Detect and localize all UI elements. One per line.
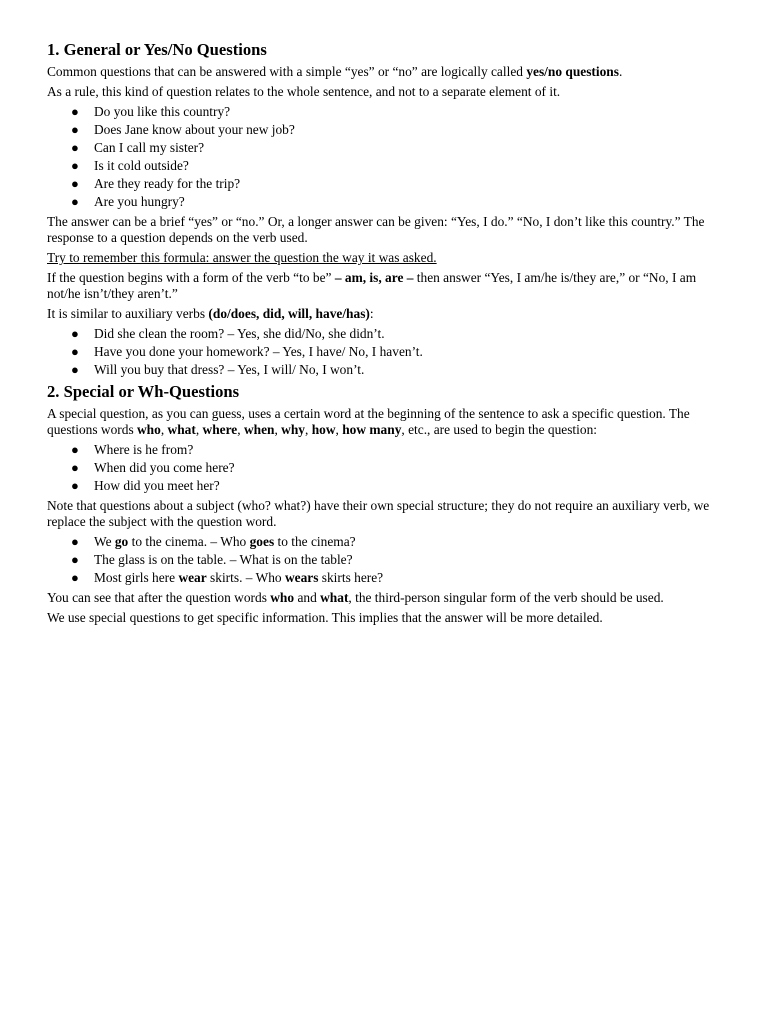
list-item: ● Have you done your homework? – Yes, I have/ No, I haven’t. bbox=[71, 344, 423, 359]
list-item: ● Are they ready for the trip? bbox=[71, 176, 241, 191]
list-item: ● Most girls here wear skirts. – Who wears skirts here? bbox=[71, 570, 384, 585]
auxiliary-verbs: (do/does, did, will, have/has) bbox=[208, 306, 370, 321]
subject-examples-list bbox=[47, 534, 727, 586]
bullet-icon: ● bbox=[71, 140, 79, 155]
bullet-icon: ● bbox=[71, 326, 79, 341]
bullet-icon: ● bbox=[71, 176, 79, 191]
bullet-icon: ● bbox=[71, 194, 79, 209]
list-item: ● The glass is on the table. – What is on the table? bbox=[71, 552, 353, 567]
bullet-icon: ● bbox=[71, 104, 79, 119]
bullet-icon: ● bbox=[71, 362, 79, 377]
yes-no-questions-term: yes/no questions bbox=[526, 64, 619, 79]
answer-explanation: The answer can be a brief “yes” or “no.” Or, a longer answer can be given: “Yes, I do.” “No, I don’t like this country.” The response to a question depends on the verb used. bbox=[47, 214, 705, 245]
section-1-heading: 1. General or Yes/No Questions bbox=[47, 40, 267, 59]
formula-note: Try to remember this formula: answer the question the way it was asked. bbox=[47, 250, 437, 265]
list-item: ● Can I call my sister? bbox=[71, 140, 205, 155]
list-item: ● Are you hungry? bbox=[71, 194, 185, 209]
list-item: ● Did she clean the room? – Yes, she did/No, she didn’t. bbox=[71, 326, 385, 341]
list-item: ● We go to the cinema. – Who goes to the cinema? bbox=[71, 534, 356, 549]
bullet-icon: ● bbox=[71, 158, 79, 173]
auxiliary-examples-list bbox=[47, 326, 727, 378]
wh-examples-list bbox=[47, 442, 727, 494]
yes-no-examples-list bbox=[47, 104, 727, 210]
bullet-icon: ● bbox=[71, 122, 79, 137]
list-item: ● Do you like this country? bbox=[71, 104, 231, 119]
bullet-icon: ● bbox=[71, 570, 79, 585]
list-item: ● Where is he from? bbox=[71, 442, 194, 457]
section-2-heading: 2. Special or Wh-Questions bbox=[47, 382, 240, 401]
bullet-icon: ● bbox=[71, 478, 79, 493]
auxiliary-explanation: It is similar to auxiliary verbs (do/does, did, will, have/has): bbox=[47, 306, 374, 321]
closing-note: We use special questions to get specific information. This implies that the answer will be more detailed. bbox=[47, 610, 603, 625]
bullet-icon: ● bbox=[71, 460, 79, 475]
bullet-icon: ● bbox=[71, 552, 79, 567]
bullet-icon: ● bbox=[71, 534, 79, 549]
list-item: ● How did you meet her? bbox=[71, 478, 220, 493]
to-be-forms: – am, is, are – bbox=[334, 270, 414, 285]
section-1-intro: Common questions that can be answered with a simple “yes” or “no” are logically called yes/no questions. bbox=[47, 64, 623, 79]
list-item: ● When did you come here? bbox=[71, 460, 235, 475]
subject-questions-note: Note that questions about a subject (who? what?) have their own special structure; they do not require an auxiliary verb, we replace the subject with the question word. bbox=[47, 498, 710, 529]
bullet-icon: ● bbox=[71, 344, 79, 359]
list-item: ● Is it cold outside? bbox=[71, 158, 189, 173]
list-item: ● Will you buy that dress? – Yes, I will/ No, I won’t. bbox=[71, 362, 365, 377]
document-page bbox=[47, 40, 727, 630]
third-person-note: You can see that after the question words who and what, the third-person singular form of the verb should be used. bbox=[47, 590, 664, 605]
to-be-explanation: If the question begins with a form of the verb “to be” – am, is, are – then answer “Yes, I am/he is/they are,” or “No, I am not/he isn’t/they aren’t.” bbox=[47, 270, 697, 301]
list-item: ● Does Jane know about your new job? bbox=[71, 122, 295, 137]
bullet-icon: ● bbox=[71, 442, 79, 457]
section-1-rule: As a rule, this kind of question relates to the whole sentence, and not to a separate element of it. bbox=[47, 84, 561, 99]
section-2-intro: A special question, as you can guess, uses a certain word at the beginning of the sentence to ask a specific question. The questions words who, what, where, when, why, how, how many, etc., are used to begin the question: bbox=[47, 406, 690, 437]
